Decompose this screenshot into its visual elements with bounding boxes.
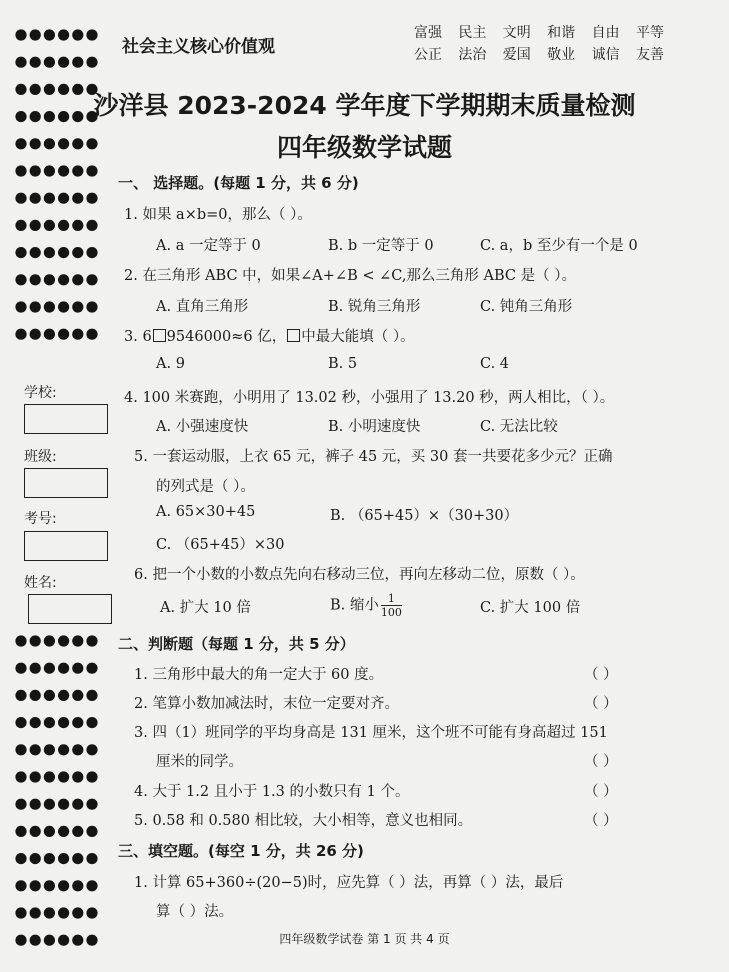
binding-dot bbox=[44, 29, 55, 40]
section3-heading: 三、填空题。(每空 1 分，共 26 分) bbox=[118, 842, 364, 860]
binding-dot bbox=[86, 744, 97, 755]
q4-option-a: A. 小强速度快 bbox=[156, 419, 249, 435]
q1-option-a: A. a 一定等于 0 bbox=[156, 238, 261, 254]
binding-dot bbox=[58, 771, 69, 782]
page-footer: 四年级数学试卷 第 1 页 共 4 页 bbox=[279, 932, 450, 946]
q3-stem-post: 中最大能填（ ）。 bbox=[301, 329, 415, 345]
binding-dot bbox=[58, 165, 69, 176]
binding-dot bbox=[86, 57, 97, 68]
name-field[interactable] bbox=[28, 594, 112, 624]
value-word: 自由 bbox=[591, 25, 620, 41]
binding-dot bbox=[72, 29, 83, 40]
fraction bbox=[381, 592, 402, 619]
judge-item-5: 5. 0.58 和 0.580 相比较，大小相等，意义也相同。 bbox=[134, 813, 473, 829]
binding-dot bbox=[58, 329, 69, 340]
binding-dot bbox=[86, 301, 97, 312]
judge-item-3-cont: 厘米的同学。 bbox=[156, 754, 243, 770]
fraction-numerator: 1 bbox=[381, 592, 402, 606]
binding-dot bbox=[15, 744, 26, 755]
binding-dot bbox=[44, 717, 55, 728]
binding-dot bbox=[72, 907, 83, 918]
binding-dot bbox=[44, 247, 55, 258]
binding-dot bbox=[72, 663, 83, 674]
binding-dot bbox=[44, 301, 55, 312]
exam-title: 沙洋县 2023-2024 学年度下学期期末质量检测 bbox=[93, 91, 636, 120]
binding-dot bbox=[58, 301, 69, 312]
answer-paren[interactable]: （ ） bbox=[584, 813, 618, 829]
exam-subtitle: 四年级数学试题 bbox=[276, 133, 452, 162]
binding-dot bbox=[72, 247, 83, 258]
q2-stem: 2. 在三角形 ABC 中，如果∠A+∠B < ∠C,那么三角形 ABC 是（ ）。 bbox=[124, 268, 576, 284]
section2-heading: 二、判断题（每题 1 分，共 5 分） bbox=[118, 635, 355, 653]
binding-dot bbox=[30, 193, 41, 204]
value-word: 和谐 bbox=[547, 25, 576, 41]
judge-item-1: 1. 三角形中最大的角一定大于 60 度。 bbox=[134, 667, 384, 683]
binding-dot bbox=[86, 663, 97, 674]
binding-dot bbox=[72, 690, 83, 701]
value-word: 诚信 bbox=[591, 47, 620, 63]
binding-dot bbox=[15, 57, 26, 68]
q2-option-c: C. 钝角三角形 bbox=[480, 299, 573, 315]
binding-dot bbox=[30, 635, 41, 646]
binding-dot bbox=[30, 247, 41, 258]
binding-dot bbox=[44, 165, 55, 176]
binding-dot bbox=[72, 880, 83, 891]
binding-dot bbox=[44, 826, 55, 837]
fill-item-1-cont: 算（ ）法。 bbox=[156, 904, 234, 920]
binding-dot bbox=[15, 717, 26, 728]
binding-dot bbox=[15, 301, 26, 312]
binding-dot bbox=[86, 826, 97, 837]
binding-dot bbox=[86, 635, 97, 646]
q1-option-c: C. a，b 至少有一个是 0 bbox=[480, 238, 638, 254]
binding-dot bbox=[15, 826, 26, 837]
binding-dot bbox=[44, 220, 55, 231]
q5-option-a: A. 65×30+45 bbox=[156, 504, 256, 520]
q2-option-a: A. 直角三角形 bbox=[156, 299, 249, 315]
school-label: 学校: bbox=[24, 385, 57, 401]
value-word: 友善 bbox=[635, 47, 664, 63]
q2-option-b: B. 锐角三角形 bbox=[328, 299, 421, 315]
binding-dot bbox=[72, 771, 83, 782]
binding-dot bbox=[15, 247, 26, 258]
q6-option-b bbox=[330, 592, 402, 619]
binding-dot bbox=[30, 799, 41, 810]
binding-dot bbox=[15, 635, 26, 646]
q1-option-b: B. b 一定等于 0 bbox=[328, 238, 434, 254]
binding-dot bbox=[30, 663, 41, 674]
binding-dot bbox=[86, 329, 97, 340]
binding-dot bbox=[86, 880, 97, 891]
binding-dot bbox=[44, 663, 55, 674]
blank-box-icon bbox=[287, 329, 300, 342]
binding-dot bbox=[15, 29, 26, 40]
binding-dot bbox=[58, 220, 69, 231]
q3-stem-mid: 9546000≈6 亿， bbox=[166, 329, 287, 345]
binding-dot bbox=[15, 907, 26, 918]
answer-paren[interactable]: （ ） bbox=[584, 696, 618, 712]
binding-dot bbox=[30, 826, 41, 837]
binding-dot bbox=[30, 717, 41, 728]
answer-paren[interactable]: （ ） bbox=[584, 667, 618, 683]
value-word: 平等 bbox=[635, 25, 664, 41]
exam-no-field[interactable] bbox=[24, 531, 108, 561]
q6-option-c: C. 扩大 100 倍 bbox=[480, 600, 581, 616]
judge-item-4: 4. 大于 1.2 且小于 1.3 的小数只有 1 个。 bbox=[134, 784, 410, 800]
binding-dot bbox=[72, 853, 83, 864]
binding-dot bbox=[15, 193, 26, 204]
binding-dot bbox=[15, 771, 26, 782]
binding-dot bbox=[44, 690, 55, 701]
answer-paren[interactable]: （ ） bbox=[584, 784, 618, 800]
binding-dot bbox=[86, 274, 97, 285]
q5-option-b: B. （65+45）×（30+30） bbox=[330, 508, 519, 524]
binding-dot bbox=[58, 635, 69, 646]
binding-dot bbox=[72, 57, 83, 68]
answer-paren[interactable]: （ ） bbox=[584, 754, 618, 770]
binding-dot bbox=[15, 853, 26, 864]
q6-option-a: A. 扩大 10 倍 bbox=[160, 600, 251, 616]
judge-item-3: 3. 四（1）班同学的平均身高是 131 厘米，这个班不可能有身高超过 151 bbox=[134, 725, 608, 741]
binding-dot bbox=[30, 744, 41, 755]
binding-dot bbox=[58, 57, 69, 68]
binding-dot bbox=[44, 853, 55, 864]
binding-dot bbox=[72, 717, 83, 728]
binding-dot bbox=[15, 220, 26, 231]
binding-dot bbox=[86, 907, 97, 918]
binding-dot bbox=[44, 193, 55, 204]
binding-dot bbox=[58, 274, 69, 285]
binding-dot bbox=[44, 57, 55, 68]
value-word: 民主 bbox=[458, 25, 487, 41]
fill-item-1: 1. 计算 65+360÷(20−5)时，应先算（ ）法，再算（ ）法，最后 bbox=[134, 875, 564, 891]
binding-dot bbox=[30, 853, 41, 864]
binding-dot bbox=[58, 717, 69, 728]
binding-dot bbox=[58, 880, 69, 891]
binding-dot bbox=[44, 799, 55, 810]
binding-dot bbox=[44, 744, 55, 755]
name-label: 姓名: bbox=[24, 575, 57, 591]
binding-dot bbox=[30, 301, 41, 312]
class-label: 班级: bbox=[24, 449, 57, 465]
binding-dot bbox=[15, 690, 26, 701]
value-word: 法治 bbox=[458, 47, 487, 63]
binding-dot bbox=[44, 329, 55, 340]
binding-dot bbox=[58, 663, 69, 674]
binding-dot bbox=[58, 799, 69, 810]
q1-stem: 1. 如果 a×b=0，那么（ ）。 bbox=[124, 207, 312, 223]
binding-dot bbox=[86, 193, 97, 204]
binding-dot bbox=[15, 663, 26, 674]
binding-dot bbox=[58, 247, 69, 258]
binding-dot bbox=[30, 771, 41, 782]
binding-dot bbox=[86, 220, 97, 231]
binding-dot bbox=[86, 799, 97, 810]
q5-option-c: C. （65+45）×30 bbox=[156, 537, 285, 553]
binding-dot bbox=[30, 690, 41, 701]
binding-dot bbox=[44, 880, 55, 891]
q6-stem: 6. 把一个小数的小数点先向右移动三位，再向左移动二位，原数（ ）。 bbox=[134, 567, 585, 583]
q5-stem-line2: 的列式是（ ）。 bbox=[156, 479, 255, 495]
binding-dot bbox=[44, 635, 55, 646]
section1-heading: 一、 选择题。(每题 1 分，共 6 分) bbox=[118, 174, 359, 192]
binding-dot bbox=[86, 717, 97, 728]
value-word: 敬业 bbox=[547, 47, 576, 63]
binding-dot bbox=[44, 274, 55, 285]
binding-dot bbox=[58, 744, 69, 755]
binding-dot bbox=[15, 329, 26, 340]
binding-dot bbox=[86, 29, 97, 40]
binding-dot bbox=[44, 771, 55, 782]
value-word: 文明 bbox=[502, 25, 531, 41]
binding-dot bbox=[58, 853, 69, 864]
binding-dot bbox=[86, 165, 97, 176]
q3-option-c: C. 4 bbox=[480, 356, 510, 372]
binding-dot bbox=[15, 274, 26, 285]
binding-dot bbox=[72, 329, 83, 340]
q4-option-c: C. 无法比较 bbox=[480, 419, 558, 435]
binding-dot bbox=[15, 165, 26, 176]
q3-option-a: A. 9 bbox=[156, 356, 185, 372]
binding-dot bbox=[44, 907, 55, 918]
q5-stem-line1: 5. 一套运动服，上衣 65 元，裤子 45 元，买 30 套一共要花多少元？正确 bbox=[134, 449, 613, 465]
binding-dot bbox=[58, 193, 69, 204]
binding-dot bbox=[72, 165, 83, 176]
q3-option-b: B. 5 bbox=[328, 356, 358, 372]
binding-dots-bottom bbox=[14, 634, 100, 964]
class-field[interactable] bbox=[24, 468, 108, 498]
binding-dot bbox=[58, 690, 69, 701]
binding-dot bbox=[86, 771, 97, 782]
binding-dot bbox=[86, 690, 97, 701]
core-values-title: 社会主义核心价值观 bbox=[122, 37, 275, 57]
q3-stem-pre: 3. 6 bbox=[124, 329, 152, 345]
binding-dot bbox=[86, 247, 97, 258]
binding-dot bbox=[30, 274, 41, 285]
binding-dot bbox=[58, 907, 69, 918]
binding-dot bbox=[72, 635, 83, 646]
binding-dot bbox=[86, 853, 97, 864]
binding-dot bbox=[72, 193, 83, 204]
value-word: 富强 bbox=[414, 25, 442, 41]
binding-dot bbox=[72, 799, 83, 810]
exam-no-label: 考号: bbox=[24, 511, 57, 527]
binding-dot bbox=[30, 29, 41, 40]
binding-dot bbox=[72, 301, 83, 312]
binding-dot bbox=[58, 826, 69, 837]
binding-dot bbox=[72, 744, 83, 755]
binding-dot bbox=[72, 826, 83, 837]
binding-dot bbox=[30, 220, 41, 231]
q4-option-b: B. 小明速度快 bbox=[328, 419, 421, 435]
judge-item-2: 2. 笔算小数加减法时，末位一定要对齐。 bbox=[134, 696, 399, 712]
q3-stem bbox=[124, 325, 415, 346]
binding-dot bbox=[72, 220, 83, 231]
binding-dot bbox=[58, 29, 69, 40]
binding-dot bbox=[30, 907, 41, 918]
binding-dot bbox=[30, 165, 41, 176]
q6-option-b-label: B. 缩小 bbox=[330, 597, 379, 614]
core-values-grid bbox=[414, 22, 664, 66]
binding-dot bbox=[15, 799, 26, 810]
fraction-denominator: 100 bbox=[380, 606, 402, 619]
value-word: 爱国 bbox=[502, 47, 531, 63]
binding-dots-top bbox=[14, 28, 100, 358]
binding-dot bbox=[72, 274, 83, 285]
school-field[interactable] bbox=[24, 404, 108, 434]
binding-dot bbox=[30, 329, 41, 340]
q4-stem: 4. 100 米赛跑，小明用了 13.02 秒，小强用了 13.20 秒，两人相比，（ ）。 bbox=[124, 390, 615, 406]
blank-box-icon bbox=[153, 329, 166, 342]
binding-dot bbox=[15, 880, 26, 891]
binding-dot bbox=[30, 880, 41, 891]
binding-dot bbox=[30, 57, 41, 68]
value-word: 公正 bbox=[414, 47, 442, 63]
